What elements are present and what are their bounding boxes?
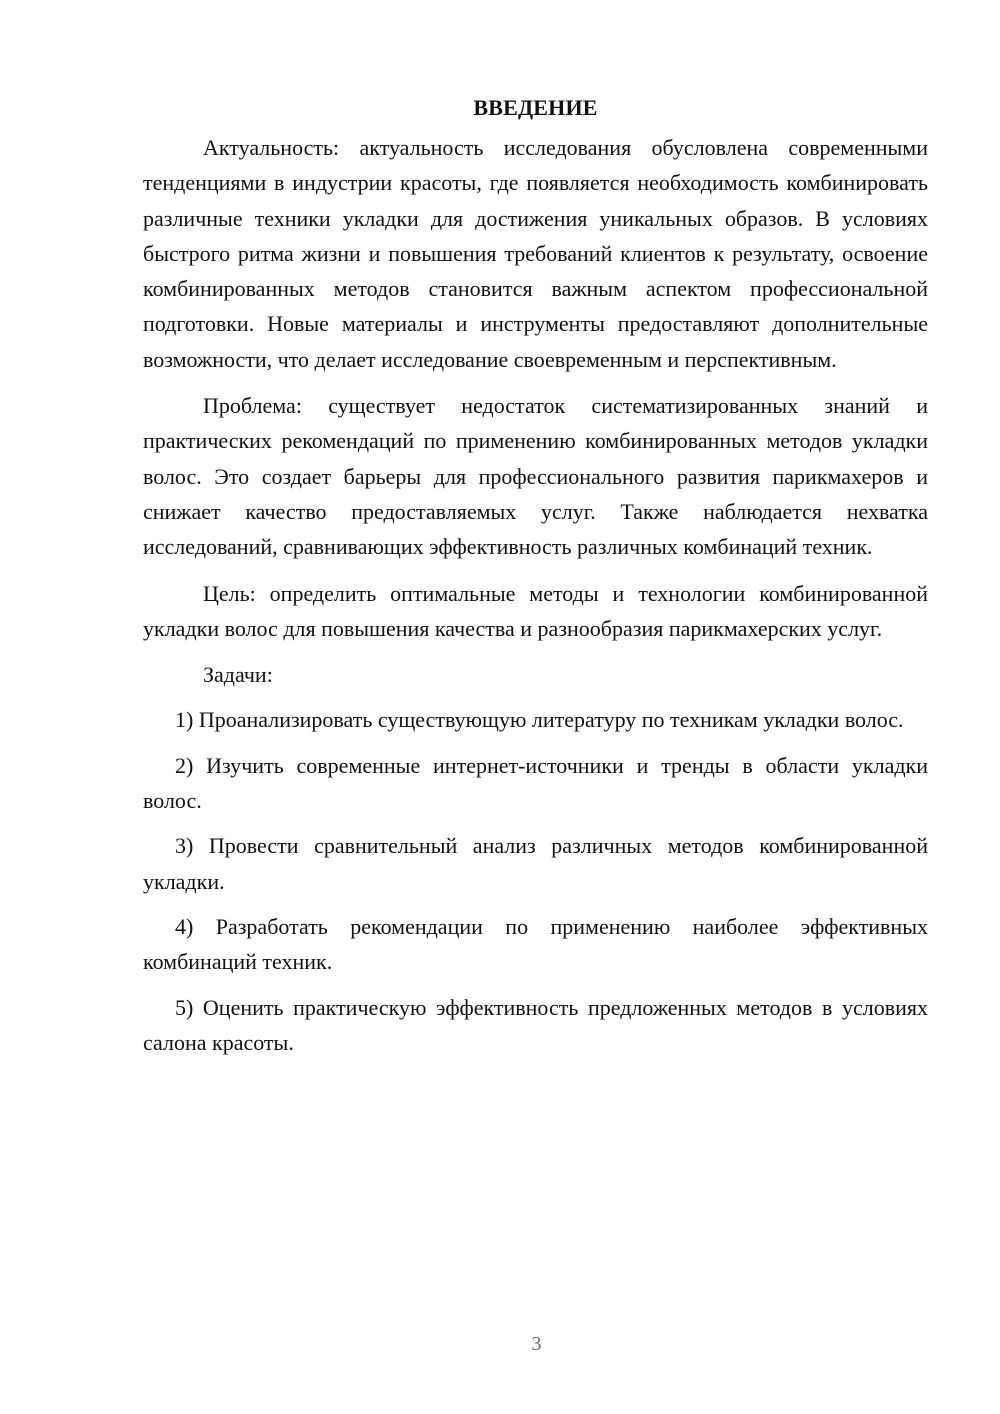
goal-paragraph: Цель: определить оптимальные методы и технологии комбинированной укладки волос для повышения качества и разнообразия парикмахерских услуг. — [143, 580, 928, 641]
tasks-heading: Задачи: — [203, 662, 273, 688]
task-list — [143, 702, 928, 1060]
problem-paragraph: Проблема: существует недостаток систематизированных знаний и практических рекомендаций по применению комбинированных методов укладки волос. Это создает барьеры для профессионального развития парикмахеров и снижает качество предоставляемых услуг. Также наблюдается нехватка исследований, сравнивающих эффективность различных комбинаций техник. — [143, 393, 928, 560]
section-title: ВВЕДЕНИЕ — [473, 95, 598, 120]
task-item-1: 1) Проанализировать существующую литературу по техникам укладки волос. — [175, 707, 904, 733]
relevance-paragraph: Актуальность: актуальность исследования обусловлена современными тенденциями в индустрии красоты, где появляется необходимость комбинировать различные техники укладки для достижения уникальных образов. В условиях быстрого ритма жизни и повышения требований клиентов к результату, освоение комбинированных методов становится важным аспектом профессиональной подготовки. Новые материалы и инструменты предоставляют дополнительные возможности, что делает исследование своевременным и перспективным. — [143, 135, 928, 372]
task-item-5: 5) Оценить практическую эффективность предложенных методов в условиях салона красоты. — [143, 994, 928, 1055]
task-item-3: 3) Провести сравнительный анализ различных методов комбинированной укладки. — [143, 833, 928, 894]
task-item-4: 4) Разработать рекомендации по применению наиболее эффективных комбинаций техник. — [143, 913, 928, 975]
page-content — [143, 90, 928, 1070]
page-number: 3 — [531, 1333, 542, 1355]
task-item-2: 2) Изучить современные интернет-источники и тренды в области укладки волос. — [143, 752, 928, 814]
